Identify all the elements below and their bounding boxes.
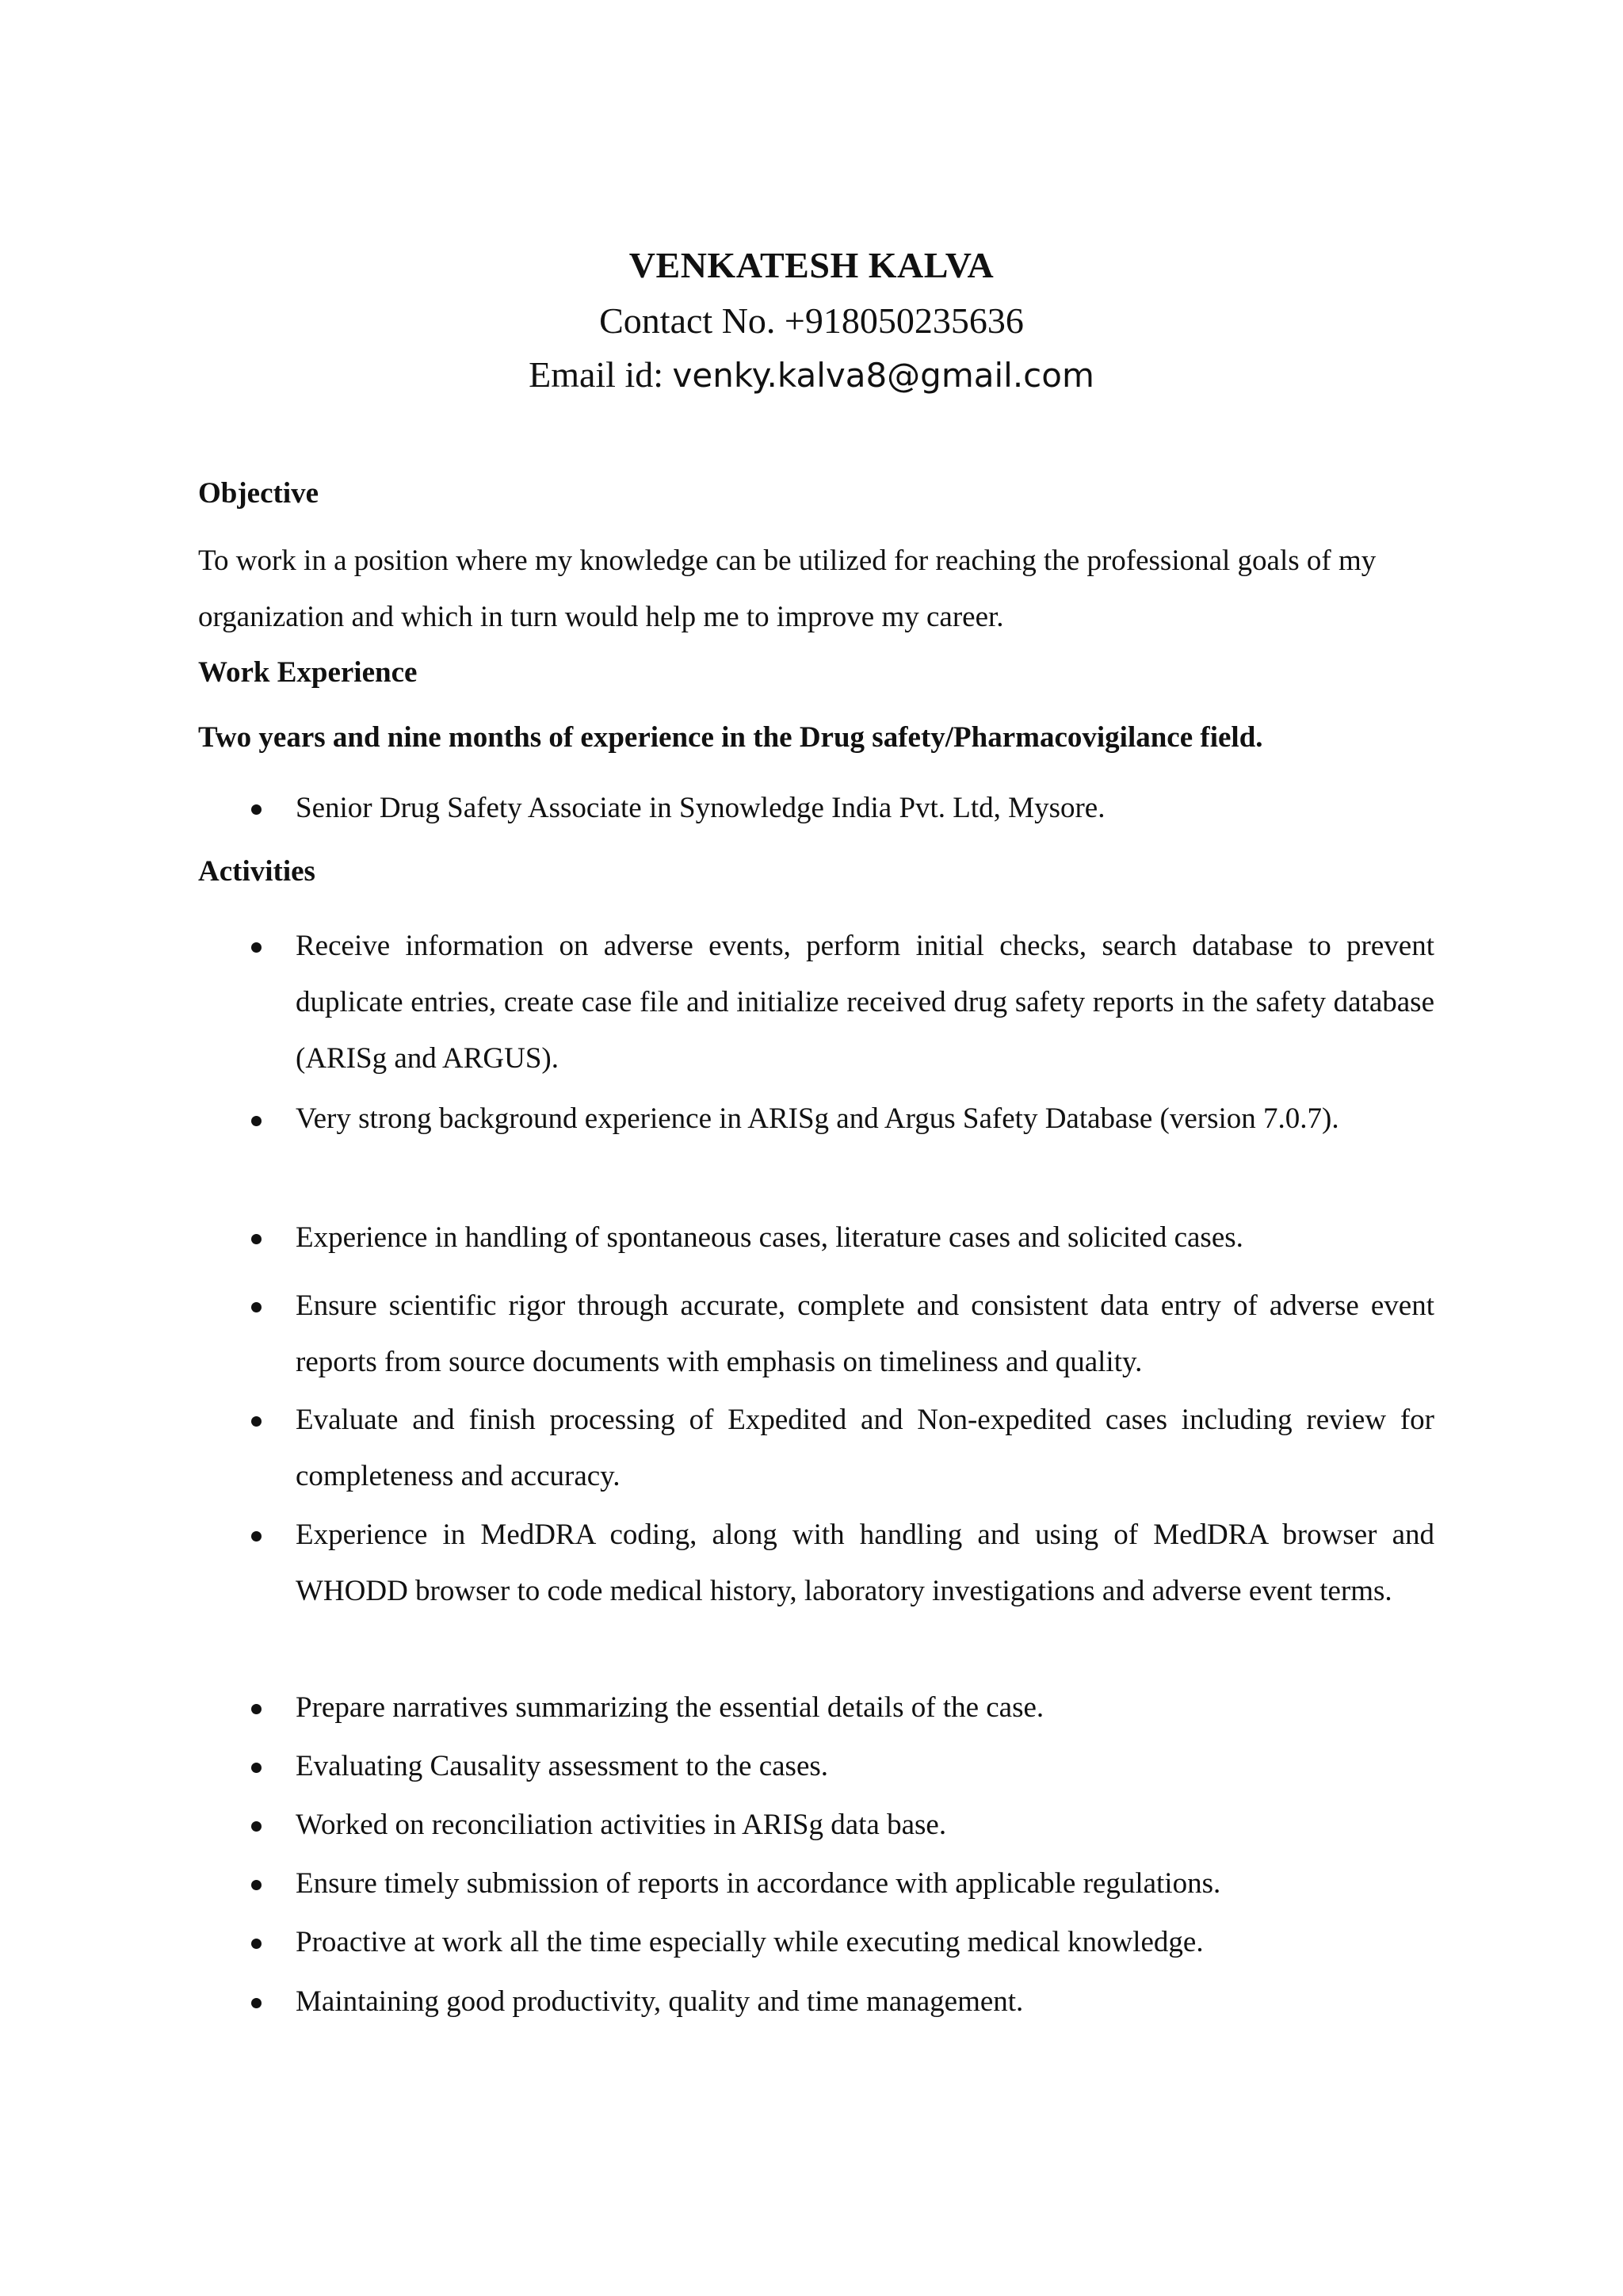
bullet-icon <box>251 942 262 953</box>
bullet-icon <box>251 804 262 815</box>
bullet-icon <box>251 1821 262 1832</box>
bullet-icon <box>251 1704 262 1714</box>
bullet-icon <box>251 1531 262 1541</box>
objective-text: To work in a position where my knowledge can be utilized for reaching the professional goals of my organization and which in turn would help me to improve my career. <box>198 544 1377 633</box>
activity-text: Ensure timely submission of reports in accordance with applicable regulations. <box>296 1867 1221 1900</box>
email-address: venky.kalva8@gmail.com <box>672 356 1094 395</box>
role-text: Senior Drug Safety Associate in Synowledge India Pvt. Ltd, Mysore. <box>296 792 1106 824</box>
bullet-icon <box>251 1416 262 1427</box>
activity-text: Experience in handling of spontaneous cases, literature cases and solicited cases. <box>296 1221 1243 1254</box>
contact-number: Contact No. +918050235636 <box>599 300 1024 341</box>
activities-heading: Activities <box>198 855 315 888</box>
bullet-icon <box>251 1234 262 1244</box>
bullet-icon <box>251 1302 262 1312</box>
bullet-icon <box>251 1880 262 1890</box>
bullet-icon <box>251 1116 262 1126</box>
activity-text: Experience in MedDRA coding, along with handling and using of MedDRA browser and WHODD browser to code medical history, laboratory investigations and adverse event terms. <box>296 1519 1434 1607</box>
activity-text: Receive information on adverse events, perform initial checks, search database to prevent duplicate entries, create case file and initialize received drug safety reports in the safety database (ARISg and ARGUS). <box>296 930 1434 1075</box>
candidate-name: VENKATESH KALVA <box>628 245 995 285</box>
email-label: Email id: <box>529 354 673 395</box>
activity-text: Prepare narratives summarizing the essential details of the case. <box>296 1691 1044 1724</box>
bullet-icon <box>251 1763 262 1773</box>
activity-text: Proactive at work all the time especially while executing medical knowledge. <box>296 1926 1204 1958</box>
email-line <box>0 353 1623 395</box>
work-experience-heading: Work Experience <box>198 656 418 689</box>
activity-text: Worked on reconciliation activities in ARISg data base. <box>296 1809 947 1841</box>
bullet-icon <box>251 1998 262 2008</box>
activity-text: Very strong background experience in ARISg and Argus Safety Database (version 7.0.7). <box>296 1102 1339 1135</box>
activity-text: Ensure scientific rigor through accurate, complete and consistent data entry of adverse event reports from source documents with emphasis on timeliness and quality. <box>296 1289 1434 1378</box>
objective-heading: Objective <box>198 477 319 510</box>
bullet-icon <box>251 1939 262 1949</box>
experience-summary: Two years and nine months of experience in the Drug safety/Pharmacovigilance field. <box>198 721 1263 754</box>
activity-text: Evaluating Causality assessment to the cases. <box>296 1750 829 1782</box>
activity-text: Maintaining good productivity, quality and time management. <box>296 1985 1024 2018</box>
activity-text: Evaluate and finish processing of Expedited and Non-expedited cases including review for completeness and accuracy. <box>296 1404 1434 1492</box>
